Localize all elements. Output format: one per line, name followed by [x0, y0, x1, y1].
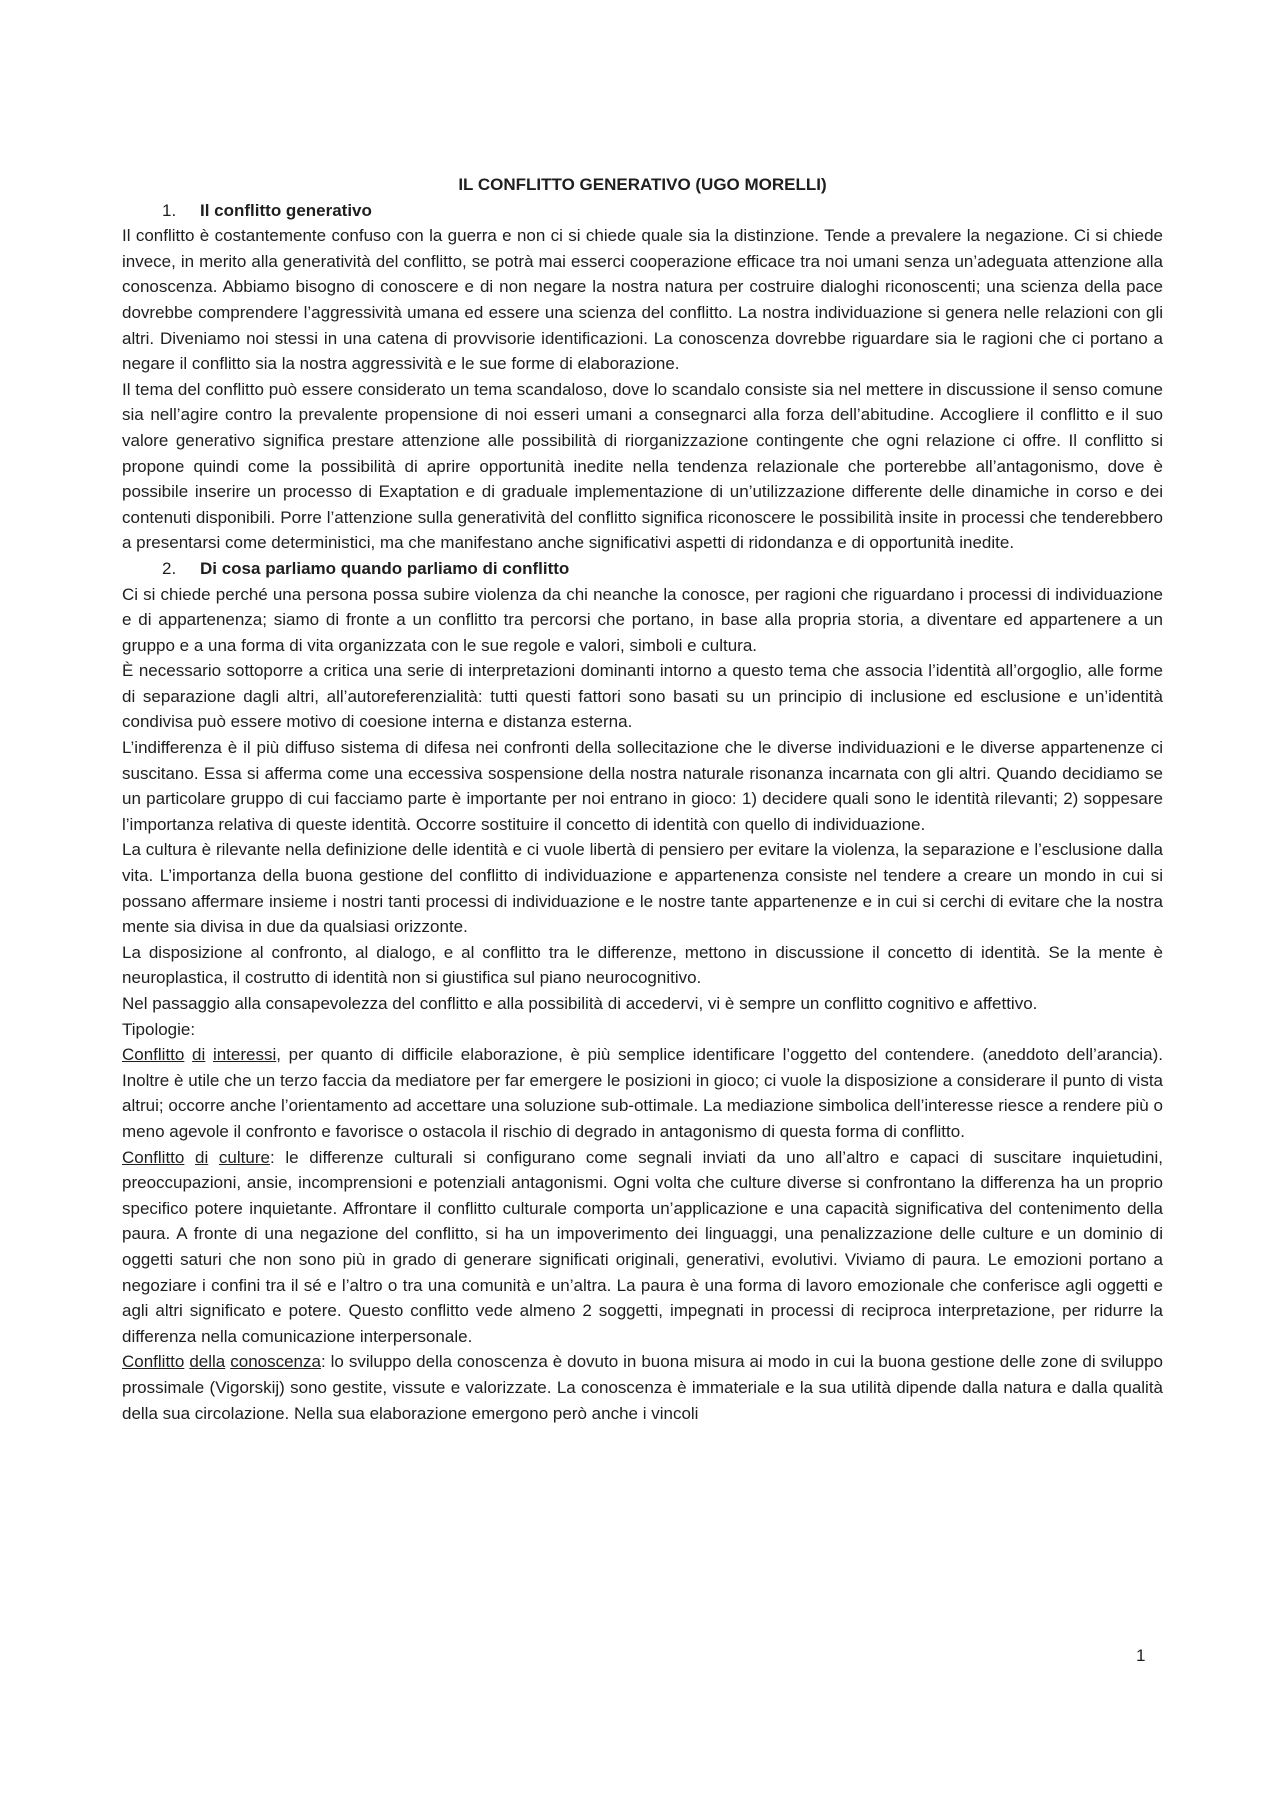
- section-title: Di cosa parliamo quando parliamo di conflitto: [200, 558, 570, 578]
- paragraph: Ci si chiede perché una persona possa subire violenza da chi neanche la conosce, per ragioni che riguardano i processi di individuazione e di appartenenza; siamo di fronte a un conflitto tra percorsi che portano, in base alla propria storia, a diventare ed appartenere a un gruppo e a una forma di vita organizzata con le sue regole e valori, simboli e cultura.: [122, 584, 1163, 655]
- section-heading-1: [122, 198, 1163, 224]
- typology-name-word: conoscenza: [230, 1352, 321, 1372]
- paragraph: La disposizione al confronto, al dialogo, e al conflitto tra le differenze, mettono in discussione il concetto di identità. Se la mente è neuroplastica, il costrutto di identità non si giustifica sul piano neurocognitivo.: [122, 942, 1163, 988]
- typology-name-word: Conflitto: [122, 1147, 185, 1167]
- typology-name-word: interessi: [212, 1045, 277, 1065]
- section-number: 2.: [162, 558, 177, 578]
- typology-name-word: Conflitto: [122, 1352, 185, 1372]
- typology-name-word: Conflitto: [122, 1045, 185, 1065]
- paragraph: L’indifferenza è il più diffuso sistema di difesa nei confronti della sollecitazione che le diverse individuazioni e le diverse appartenenze ci suscitano. Essa si afferma come una eccessiva sospensione della nostra naturale risonanza incarnata con gli altri. Quando decidiamo se un particolare gruppo di cui facciamo parte è importante per noi entrano in gioco: 1) decidere quali sono le identità rilevanti; 2) soppesare l’importanza relativa di queste identità. Occorre sostituire il concetto di identità con quello di individuazione.: [122, 738, 1163, 834]
- section-title: Il conflitto generativo: [200, 200, 372, 220]
- typology-name-word: della: [189, 1352, 226, 1372]
- paragraph: Il conflitto è costantemente confuso con la guerra e non ci si chiede quale sia la distinzione. Tende a prevalere la negazione. Ci si chiede invece, in merito alla generatività del conflitto, se potrà mai esserci cooperazione efficace tra noi umani senza un’adeguata attenzione alla conoscenza. Abbiamo bisogno di conoscere e di non negare la nostra natura per costruire dialoghi riconoscenti; una scienza della pace dovrebbe comprendere l’aggressività umana ed essere una scienza del conflitto. La nostra individuazione si genera nelle relazioni con gli altri. Diveniamo noi stessi in una catena di provvisorie identificazioni. La conoscenza dovrebbe riguardare sia le ragioni che ci portano a negare il conflitto sia la nostra aggressività e le sue forme di elaborazione.: [122, 226, 1163, 374]
- paragraph: Nel passaggio alla consapevolezza del conflitto e alla possibilità di accedervi, vi è sempre un conflitto cognitivo e affettivo.: [122, 994, 1038, 1013]
- section-heading-2: [122, 556, 1163, 582]
- page-number: 1: [1136, 1646, 1146, 1665]
- typology-paragraph: [122, 1145, 1163, 1350]
- typology-name-word: culture: [218, 1147, 270, 1167]
- document-title: IL CONFLITTO GENERATIVO (UGO MORELLI): [458, 175, 827, 194]
- typology-paragraph: [122, 1042, 1163, 1144]
- typology-paragraph: [122, 1349, 1163, 1426]
- typology-name-word: di: [192, 1045, 206, 1065]
- paragraph: Il tema del conflitto può essere considerato un tema scandaloso, dove lo scandalo consiste sia nel mettere in discussione il senso comune sia nell’agire contro la prevalente propensione di noi esseri umani a consegnarci alla forza dell’abitudine. Accogliere il conflitto e il suo valore generativo significa prestare attenzione alle possibilità di riorganizzazione contingente che ogni relazione ci offre. Il conflitto si propone quindi come la possibilità di aprire opportunità inedite nella tendenza relazionale che porterebbe all’antagonismo, dove è possibile inserire un processo di Exaptation e di graduale implementazione di un’utilizzazione differente delle dinamiche in corso e dei contenuti disponibili. Porre l’attenzione sulla generatività del conflitto significa riconoscere le possibilità insite in processi che tenderebbero a presentarsi come deterministici, ma che manifestano anche significativi aspetti di ridondanza e di opportunità inedite.: [122, 379, 1163, 553]
- typologies-label: Tipologie:: [122, 1019, 196, 1039]
- typology-name-word: di: [195, 1147, 209, 1167]
- paragraph: È necessario sottoporre a critica una serie di interpretazioni dominanti intorno a questo tema che associa l’identità all’orgoglio, alle forme di separazione dagli altri, all’autoreferenzialità: tutti questi fattori sono basati su un principio di inclusione ed esclusione e un’identità condivisa può essere motivo di coesione interna e distanza esterna.: [122, 661, 1163, 732]
- typology-text: : le differenze culturali si configurano come segnali inviati da uno all’altro e capaci di suscitare inquietudini, preoccupazioni, ansie, incomprensioni e potenziali antagonismi. Ogni volta che culture diverse si confrontano la differenza ha un proprio specifico potere inquietante. Affrontare il conflitto culturale comporta un’applicazione e una capacità significativa del contenimento della paura. A fronte di una negazione del conflitto, si ha un impoverimento dei linguaggi, una penalizzazione delle culture e un dominio di oggetti saturi che non sono più in grado di generare significati originali, generativi, evolutivi. Viviamo di paura. Le emozioni portano a negoziare i confini tra il sé e l’altro o tra una comunità e un’altra. La paura è una forma di lavoro emozionale che conferisce agli oggetti e agli altri significato e potere. Questo conflitto vede almeno 2 soggetti, impegnati in processi di reciproca interpretazione, per ridurre la differenza nella comunicazione interpersonale.: [122, 1147, 1163, 1346]
- paragraph: La cultura è rilevante nella definizione delle identità e ci vuole libertà di pensiero per evitare la violenza, la separazione e l’esclusione dalla vita. L’importanza della buona gestione del conflitto di individuazione e appartenenza consiste nel tendere a creare un mondo in cui si possano affermare insieme i nostri tanti processi di individuazione e le nostre tante appartenenze e in cui si cerchi di evitare che la nostra mente sia divisa in due da qualsiasi orizzonte.: [122, 840, 1163, 937]
- typology-text: , per quanto di difficile elaborazione, è più semplice identificare l’oggetto del contendere. (aneddoto dell’arancia). Inoltre è utile che un terzo faccia da mediatore per far emergere le posizioni in gioco; ci vuole la disposizione a considerare il punto di vista altrui; occorre anche l’orientamento ad accettare una soluzione sub-ottimale. La mediazione simbolica dell’interesse riesce a rendere più o meno agevole il confronto e favorisce o ostacola il rischio di degrado in antagonismo di questa forma di conflitto.: [122, 1045, 1163, 1141]
- document-page: [122, 172, 1163, 1426]
- section-number: 1.: [162, 200, 177, 220]
- typology-text: : lo sviluppo della conoscenza è dovuto in buona misura ai modo in cui la buona gestione delle zone di sviluppo prossimale (Vigorskij) sono gestite, vissute e valorizzate. La conoscenza è immateriale e la sua utilità dipende dalla natura e dalla qualità della sua circolazione. Nella sua elaborazione emergono però anche i vincoli: [122, 1352, 1163, 1423]
